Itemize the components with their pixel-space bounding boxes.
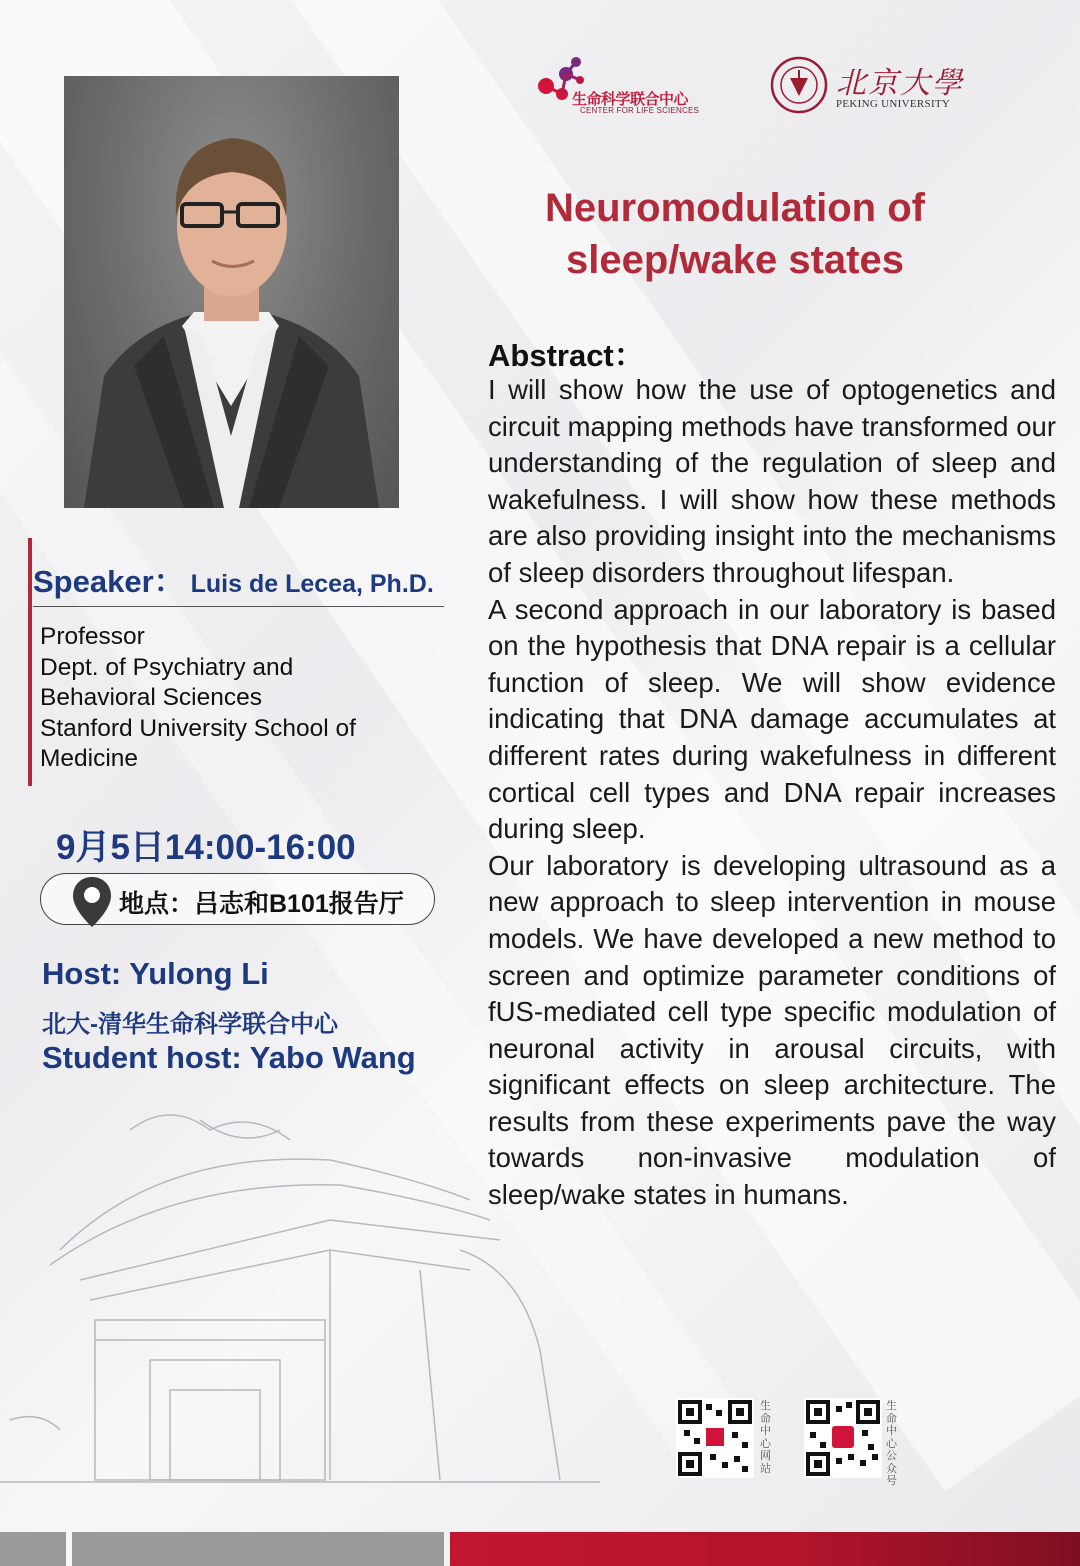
pku-name-en: PEKING UNIVERSITY — [836, 98, 951, 110]
speaker-line — [33, 556, 434, 601]
abstract-heading: Abstract： — [488, 338, 645, 373]
speaker-label: Speaker： — [33, 564, 185, 599]
host-line: Host: Yulong Li — [42, 956, 269, 991]
affiliation-line: Medicine — [40, 745, 139, 773]
footer-bar-red — [450, 1532, 1080, 1566]
qr-caption-website: 生命中心网站 — [760, 1399, 771, 1475]
venue-pill — [40, 873, 435, 925]
abstract-paragraph: A second approach in our laboratory is based on the hypothesis that DNA repair is a cellular function of sleep. We will show evidence indicating that DNA damage accumulates at different rates during wakefulness in different cortical cell types and DNA repair increases during sleep. — [488, 593, 1056, 845]
divider — [33, 606, 444, 607]
location-pin-icon — [71, 875, 113, 929]
talk-title-line1: Neuromodulation of — [545, 186, 925, 230]
qr-code-icon — [676, 1398, 754, 1478]
qr-code-wechat[interactable] — [804, 1398, 882, 1478]
affiliation-line: Stanford University School of — [40, 714, 356, 742]
qr-caption-wechat: 生命中心公众号 — [886, 1399, 897, 1487]
event-time: 9月5日14:00-16:00 — [56, 828, 356, 867]
speaker-name: Luis de Lecea, Ph.D. — [190, 570, 434, 598]
talk-title-line2: sleep/wake states — [566, 238, 904, 282]
cls-name-en: CENTER FOR LIFE SCIENCES — [580, 106, 700, 115]
header-logos — [532, 52, 972, 118]
qr-code-icon — [804, 1398, 882, 1478]
gate-illustration — [0, 1090, 600, 1490]
abstract-body — [488, 372, 1056, 1214]
pku-name-zh: 北京大學 — [836, 66, 964, 101]
cls-logo — [532, 52, 722, 118]
pku-logo — [770, 52, 970, 118]
abstract-paragraph: I will show how the use of optogenetics and circuit mapping methods have transformed our understanding of the regulation of sleep and wakefulness. I will show how these methods are also providing insight into the mechanisms of sleep disorders throughout lifespan. — [488, 374, 1056, 588]
host-organization: 北大-清华生命科学联合中心 — [42, 1011, 338, 1038]
affiliation-line: Professor — [40, 623, 145, 650]
speaker-portrait-illustration — [64, 76, 399, 508]
speaker-photo — [64, 76, 399, 508]
footer-bar — [0, 1532, 66, 1566]
talk-title — [500, 182, 970, 286]
speaker-accent-bar — [28, 538, 32, 786]
abstract-paragraph: Our laboratory is developing ultrasound as a new approach to sleep intervention in mouse models. We have developed a new method to screen and optimize parameter conditions of fUS-mediated cell type specific modulation of neuronal activity in arousal circuits, with significant effects on sleep architecture. The results from these experiments pave the way towards non-invasive modulation of sleep/wake states in humans. — [488, 849, 1056, 1211]
pku-seal-icon — [770, 56, 828, 114]
speaker-affiliation — [40, 622, 356, 775]
affiliation-line: Behavioral Sciences — [40, 684, 262, 712]
affiliation-line: Dept. of Psychiatry and — [40, 653, 294, 681]
qr-code-website[interactable] — [676, 1398, 754, 1478]
footer-bar — [72, 1532, 444, 1566]
venue-text: 地点：吕志和B101报告厅 — [119, 890, 404, 918]
cls-name-zh: 生命科学联合中心 — [572, 91, 689, 108]
student-host-line: Student host: Yabo Wang — [42, 1040, 416, 1075]
